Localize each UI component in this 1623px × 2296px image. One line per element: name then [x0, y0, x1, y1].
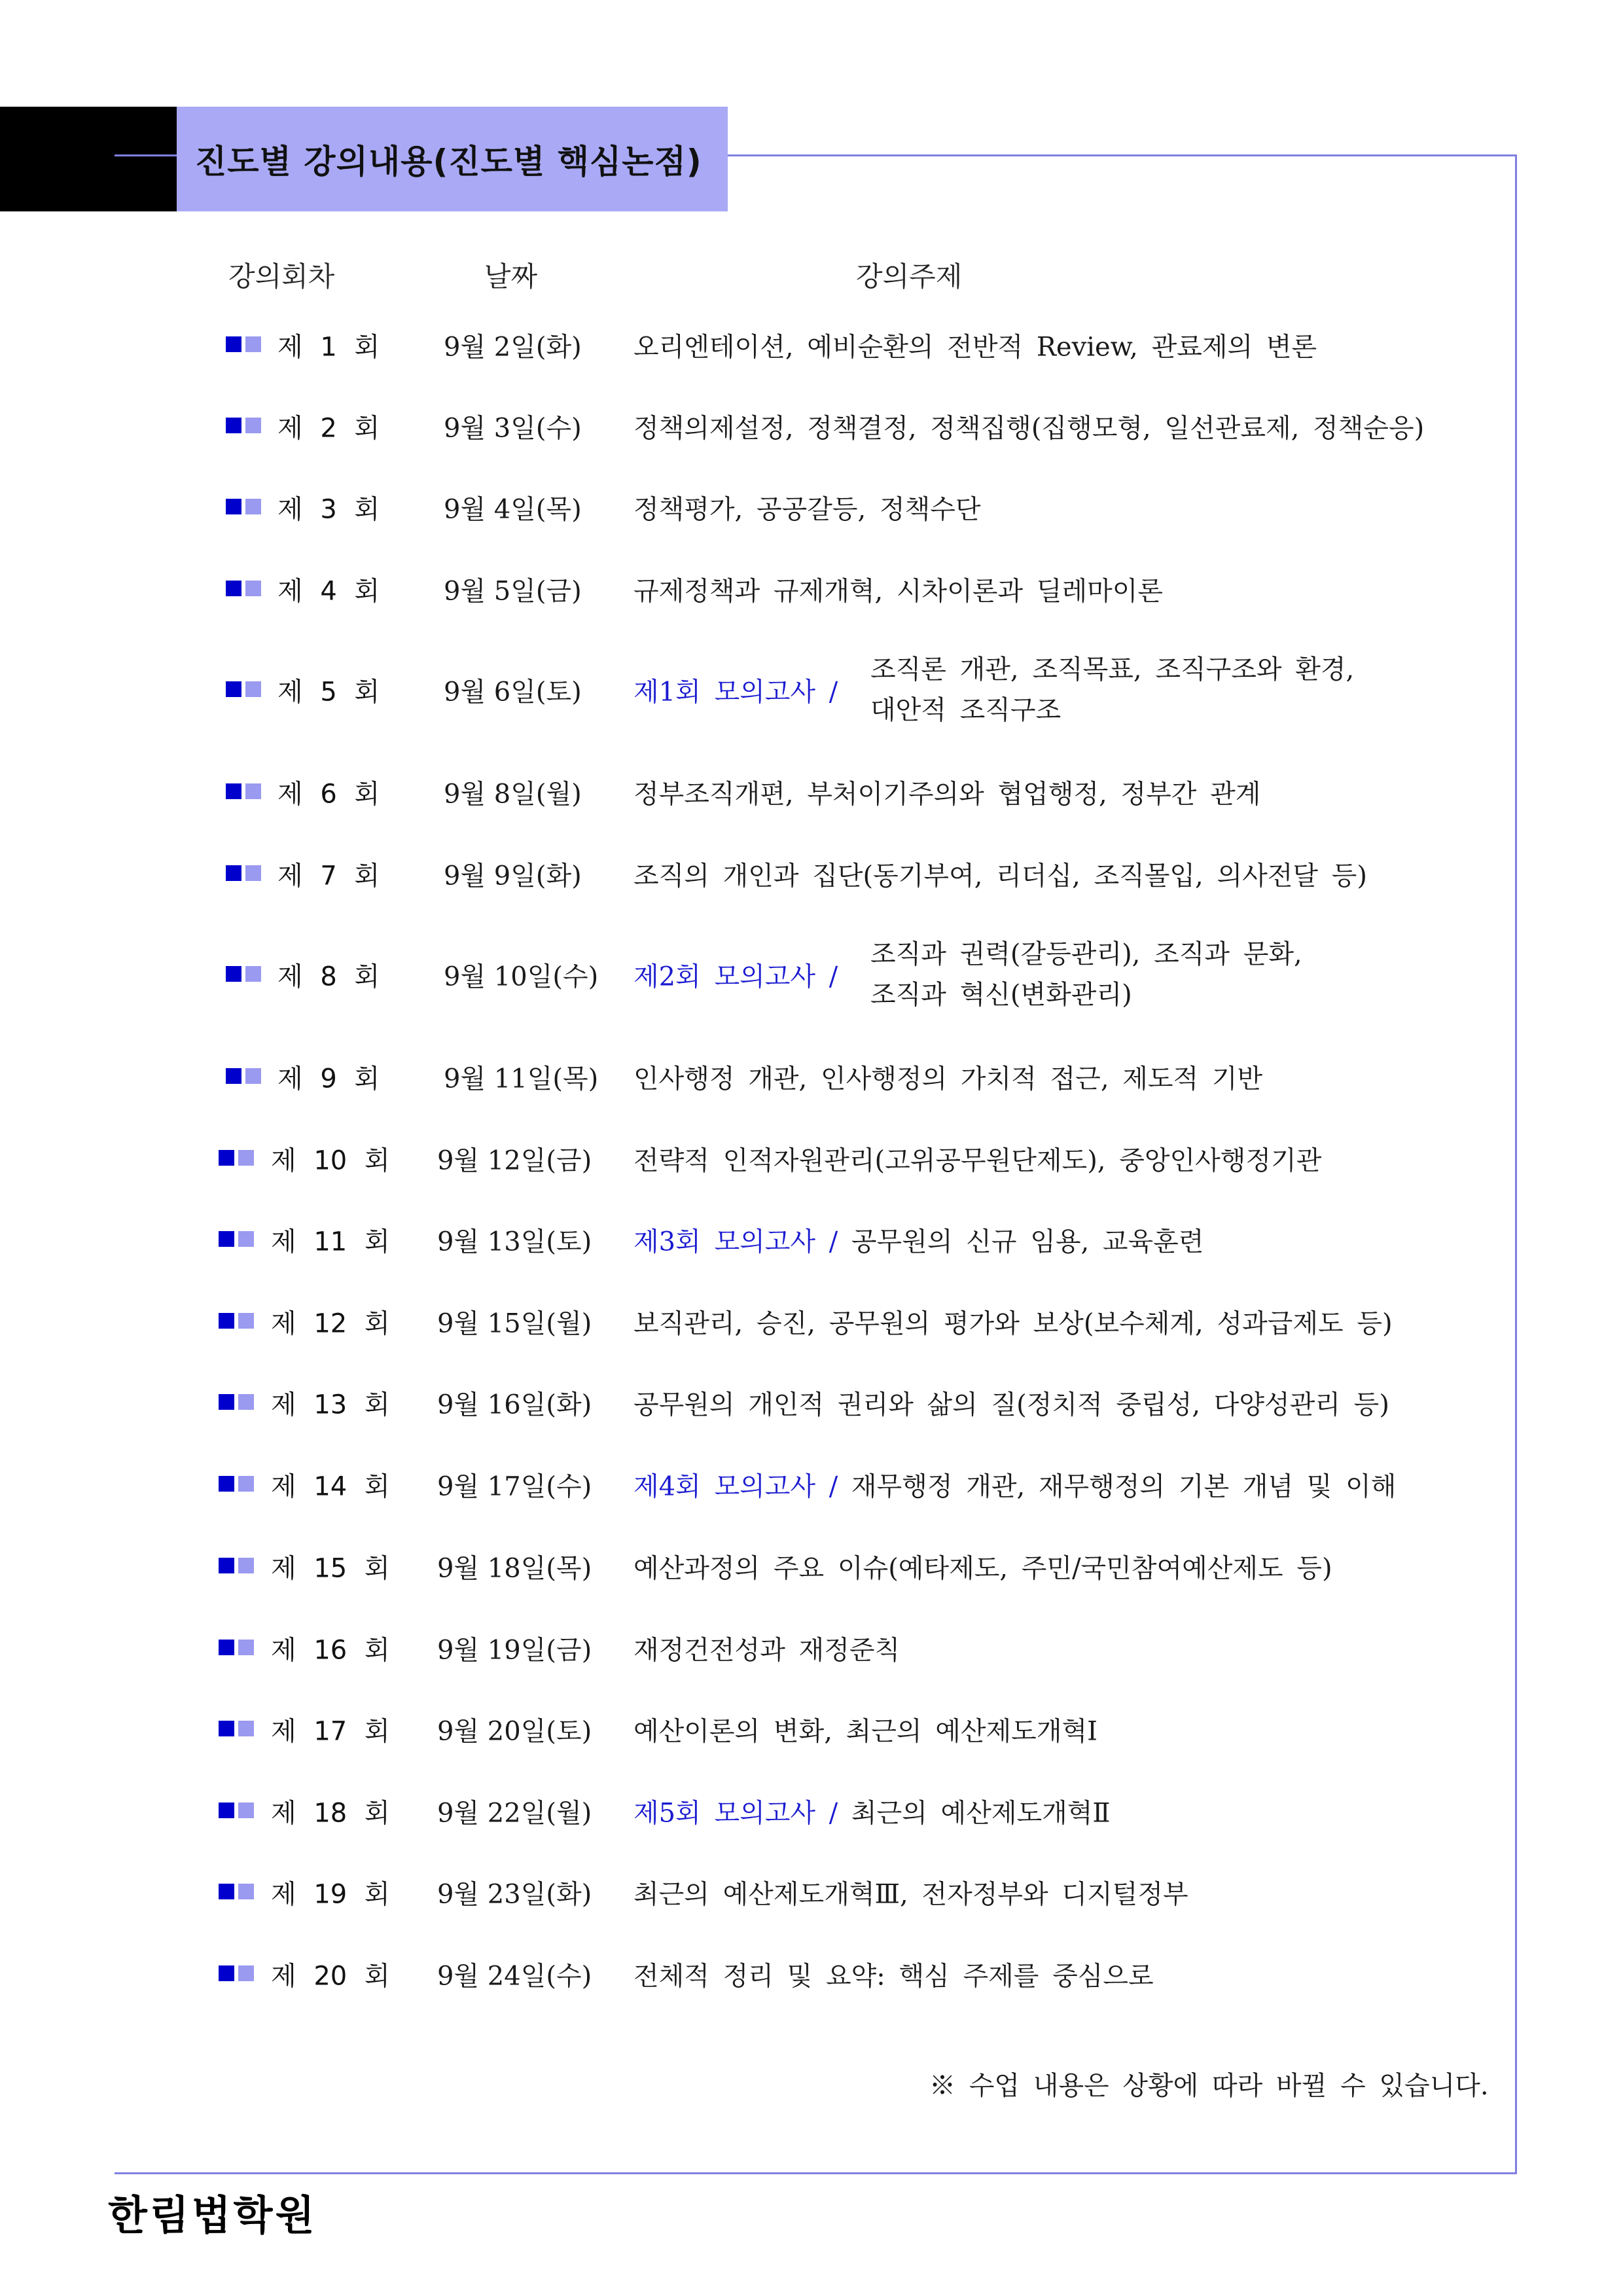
- session-label: 제 9 회: [277, 1064, 380, 1094]
- session-topic: [633, 855, 1367, 893]
- session-topic: [633, 1384, 1389, 1422]
- list-item: [0, 1945, 1623, 2003]
- session-topic: [633, 571, 1163, 608]
- bullet-icon: [219, 1394, 254, 1411]
- header-session: 강의회차: [228, 260, 335, 293]
- header-date: 날짜: [484, 260, 538, 293]
- session-label: 제 18 회: [271, 1798, 390, 1829]
- list-item: [0, 1455, 1623, 1514]
- list-item: [0, 478, 1623, 537]
- session-topic: [633, 1630, 900, 1667]
- bullet-icon: [226, 1068, 261, 1085]
- topic-text: 최근의 예산제도개혁Ⅲ, 전자정부와 디지털정부: [633, 1879, 1188, 1910]
- list-item: [0, 1047, 1623, 1106]
- bullet-icon: [219, 1965, 254, 1982]
- session-topic: [633, 1221, 1204, 1259]
- session-topic: [633, 1874, 1188, 1911]
- topic-text: 조직의 개인과 집단(동기부여, 리더십, 조직몰입, 의사전달 등): [633, 861, 1368, 891]
- topic-text: 최근의 예산제도개혁Ⅱ: [851, 1798, 1111, 1829]
- bullet-icon: [226, 336, 261, 353]
- list-item: [0, 1619, 1623, 1677]
- topic-text: 인사행정 개관, 인사행정의 가치적 접근, 제도적 기반: [633, 1064, 1263, 1094]
- topic-line-2: 대안적 조직구조: [870, 695, 1061, 725]
- bullet-icon: [226, 418, 261, 435]
- session-date: 9월 20일(토): [437, 1716, 592, 1747]
- list-item: [0, 560, 1623, 619]
- topic-text: 공무원의 신규 임용, 교육훈련: [851, 1227, 1204, 1257]
- logo: 한림법학원: [108, 2191, 317, 2239]
- topic-text: 전략적 인적자원관리(고위공무원단제도), 중앙인사행정기관: [633, 1145, 1322, 1176]
- bullet-icon: [226, 499, 261, 516]
- session-label: 제 19 회: [271, 1879, 390, 1910]
- session-date: 9월 5일(금): [444, 576, 582, 607]
- topic-text: 규제정책과 규제개혁, 시차이론과 딜레마이론: [633, 576, 1164, 607]
- bullet-icon: [219, 1231, 254, 1248]
- session-topic: [633, 408, 1424, 445]
- bullet-icon: [219, 1640, 254, 1657]
- session-date: 9월 24일(수): [437, 1961, 592, 1992]
- topic-text: 보직관리, 승진, 공무원의 평가와 보상(보수체계, 성과급제도 등): [633, 1308, 1393, 1339]
- list-item: [0, 1373, 1623, 1432]
- session-topic: [633, 1140, 1321, 1177]
- session-label: 제 12 회: [271, 1308, 390, 1339]
- bullet-icon: [219, 1476, 254, 1493]
- session-date: 9월 17일(수): [437, 1471, 592, 1502]
- session-label: 제 15 회: [271, 1553, 390, 1584]
- mock-exam-label: 제2회 모의고사 /: [633, 961, 838, 992]
- topic-text: 재정건전성과 재정준칙: [633, 1635, 901, 1666]
- session-label: 제 16 회: [271, 1635, 390, 1666]
- list-item: [0, 1537, 1623, 1596]
- bullet-icon: [219, 1884, 254, 1901]
- bullet-icon: [226, 783, 261, 800]
- session-topic: [633, 1466, 1396, 1503]
- list-item: [0, 939, 1623, 1010]
- topic-text: 전체적 정리 및 요약: 핵심 주제를 중심으로: [633, 1961, 1154, 1992]
- session-label: 제 20 회: [271, 1961, 390, 1992]
- list-item: [0, 315, 1623, 374]
- session-topic: [870, 934, 1302, 1015]
- topic-text: 공무원의 개인적 권리와 삶의 질(정치적 중립성, 다양성관리 등): [633, 1390, 1389, 1420]
- session-date: 9월 8일(월): [444, 779, 582, 810]
- bullet-icon: [226, 865, 261, 882]
- session-label: 제 10 회: [271, 1145, 390, 1176]
- bullet-icon: [219, 1803, 254, 1820]
- session-topic: [633, 1548, 1332, 1585]
- session-label: 제 17 회: [271, 1716, 390, 1747]
- table-header: [0, 255, 1623, 295]
- bullet-icon: [226, 966, 261, 983]
- topic-text: 정책의제설정, 정책결정, 정책집행(집행모형, 일선관료제, 정책순응): [633, 413, 1425, 444]
- session-topic: [870, 649, 1354, 730]
- session-date: 9월 6일(토): [444, 677, 582, 708]
- session-date: 9월 9일(화): [444, 861, 582, 891]
- session-date: 9월 13일(토): [437, 1227, 592, 1257]
- topic-line-1: 조직과 권력(갈등관리), 조직과 문화,: [870, 939, 1302, 969]
- list-item: [0, 1129, 1623, 1188]
- session-topic: [633, 774, 1260, 811]
- list-item: [0, 1210, 1623, 1269]
- session-date: 9월 12일(금): [437, 1145, 592, 1176]
- topic-text: 정책평가, 공공갈등, 정책수단: [633, 494, 981, 525]
- session-label: 제 3 회: [277, 494, 380, 525]
- header-topic: 강의주제: [856, 260, 963, 293]
- session-label: 제 4 회: [277, 576, 380, 607]
- session-label: 제 7 회: [277, 861, 380, 891]
- page-title: 진도별 강의내용(진도별 핵심논점): [177, 107, 728, 211]
- bullet-icon: [226, 681, 261, 698]
- bullet-icon: [219, 1313, 254, 1330]
- session-topic: [633, 1793, 1111, 1830]
- list-item: [0, 397, 1623, 456]
- session-label: 제 14 회: [271, 1471, 390, 1502]
- topic-text: 예산과정의 주요 이슈(예타제도, 주민/국민참여예산제도 등): [633, 1553, 1332, 1584]
- mock-exam-label: 제1회 모의고사 /: [633, 677, 838, 708]
- mock-exam-label: 제5회 모의고사 /: [633, 1798, 838, 1829]
- session-date: 9월 22일(월): [437, 1798, 592, 1829]
- mock-exam-label: 제4회 모의고사 /: [633, 1471, 838, 1502]
- session-date: 9월 11일(목): [444, 1064, 599, 1094]
- session-label: 제 2 회: [277, 413, 380, 444]
- session-date: 9월 15일(월): [437, 1308, 592, 1339]
- session-topic: [633, 1058, 1262, 1096]
- bullet-icon: [219, 1150, 254, 1167]
- topic-line-1: 조직론 개관, 조직목표, 조직구조와 환경,: [870, 655, 1355, 685]
- session-label: 제 6 회: [277, 779, 380, 810]
- session-date: 9월 23일(화): [437, 1879, 592, 1910]
- session-label: 제 8 회: [277, 961, 380, 992]
- session-topic: [633, 327, 1317, 364]
- session-date: 9월 16일(화): [437, 1390, 592, 1420]
- list-item: [0, 762, 1623, 821]
- mock-exam-label: 제3회 모의고사 /: [633, 1227, 838, 1257]
- list-item: [0, 1700, 1623, 1759]
- list-item: [0, 1782, 1623, 1840]
- list-item: [0, 1863, 1623, 1922]
- session-topic: [633, 489, 981, 526]
- session-topic: [633, 1303, 1393, 1340]
- session-date: 9월 3일(수): [444, 413, 582, 444]
- session-label: 제 11 회: [271, 1227, 390, 1257]
- session-label: 제 13 회: [271, 1390, 390, 1420]
- session-label: 제 1 회: [277, 332, 380, 363]
- list-item: [0, 844, 1623, 903]
- session-date: 9월 18일(목): [437, 1553, 592, 1584]
- bullet-icon: [219, 1721, 254, 1738]
- topic-text: 오리엔테이션, 예비순환의 전반적 Review, 관료제의 변론: [633, 332, 1317, 363]
- session-date: 9월 2일(화): [444, 332, 582, 363]
- footnote: ※ 수업 내용은 상황에 따라 바뀔 수 있습니다.: [929, 2071, 1489, 2101]
- bullet-icon: [219, 1558, 254, 1575]
- topic-line-2: 조직과 혁신(변화관리): [870, 980, 1132, 1010]
- session-topic: [633, 1711, 1097, 1748]
- list-item: [0, 1292, 1623, 1351]
- session-date: 9월 19일(금): [437, 1635, 592, 1666]
- session-date: 9월 10일(수): [444, 961, 599, 992]
- session-topic: [633, 1956, 1154, 1993]
- topic-text: 재무행정 개관, 재무행정의 기본 개념 및 이해: [851, 1471, 1397, 1502]
- list-item: [0, 655, 1623, 725]
- session-label: 제 5 회: [277, 677, 380, 708]
- topic-text: 예산이론의 변화, 최근의 예산제도개혁Ⅰ: [633, 1716, 1097, 1747]
- bullet-icon: [226, 581, 261, 598]
- session-date: 9월 4일(목): [444, 494, 582, 525]
- topic-text: 정부조직개편, 부처이기주의와 협업행정, 정부간 관계: [633, 779, 1261, 810]
